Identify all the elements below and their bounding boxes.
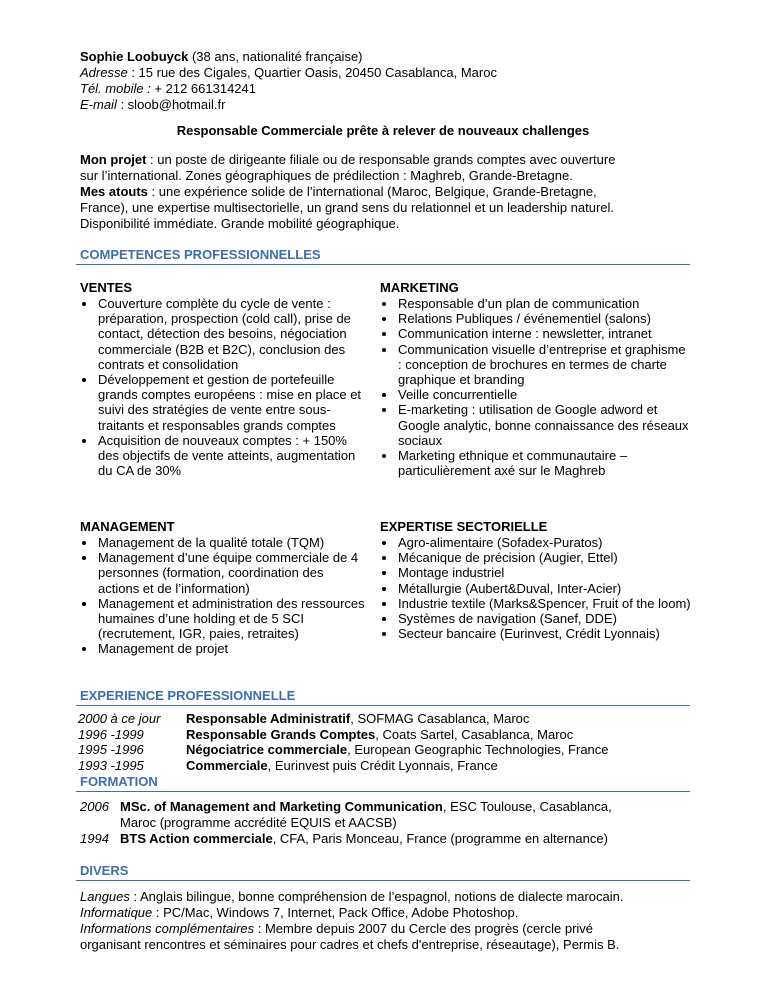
section-divider xyxy=(76,264,690,265)
atouts-label: Mes atouts xyxy=(80,184,148,199)
list-item: Acquisition de nouveaux comptes : + 150% des objectifs de vente atteints, augmentation du CA de 30% xyxy=(80,433,365,479)
formation-detail: , CFA, Paris Monceau, France (programme en alternance) xyxy=(272,831,608,846)
phone-label: Tél. mobile : xyxy=(80,81,151,96)
experience-date: 1995 -1996 xyxy=(78,742,144,757)
list-item: Management de la qualité totale (TQM) xyxy=(80,535,365,550)
formation-year: 2006 xyxy=(80,799,109,814)
formation-row xyxy=(80,831,612,847)
list-item: Communication interne : newsletter, intranet xyxy=(380,326,692,341)
phone-value: + 212 661314241 xyxy=(150,81,256,96)
projet-text-1: : un poste de dirigeante filiale ou de responsable grands comptes avec ouverture xyxy=(146,152,616,167)
experience-detail: , European Geographic Technologies, France xyxy=(347,742,609,757)
experience-detail: , Eurinvest puis Crédit Lyonnais, France xyxy=(267,757,498,773)
marketing-column xyxy=(380,280,692,478)
ventes-column xyxy=(80,280,365,478)
experience-role: Négociatrice commerciale xyxy=(186,742,348,757)
address-label: Adresse xyxy=(80,65,128,80)
section-title-formation: FORMATION xyxy=(80,774,158,789)
list-item: Management d’une équipe commerciale de 4 personnes (formation, coordination des actions et de l’information) xyxy=(80,550,365,596)
section-title-experience: EXPERIENCE PROFESSIONNELLE xyxy=(80,688,296,703)
formation-list xyxy=(80,799,612,847)
atouts-text-1: : une expérience solide de l’international (Maroc, Belgique, Grande-Bretagne, xyxy=(147,184,597,199)
management-title: MANAGEMENT xyxy=(80,519,175,534)
section-divider xyxy=(76,791,690,792)
list-item: Montage industriel xyxy=(380,565,692,580)
langues-label: Langues xyxy=(80,889,130,904)
experience-list xyxy=(78,711,609,773)
email-value: : sloob@hotmail.fr xyxy=(116,97,226,112)
experience-role: Commerciale xyxy=(186,757,268,773)
person-info: (38 ans, nationalité française) xyxy=(188,49,363,64)
list-item: Relations Publiques / événementiel (salons) xyxy=(380,311,692,326)
list-item: Management et administration des ressources humaines d’une holding et de 5 SCI (recrutement, IGR, paies, retraites) xyxy=(80,596,365,642)
formation-detail: , ESC Toulouse, Casablanca, xyxy=(442,799,612,814)
informatique-text: : PC/Mac, Windows 7, Internet, Pack Office, Adobe Photoshop. xyxy=(152,905,519,920)
list-item: E-marketing : utilisation de Google adword et Google analytic, bonne connaissance des réseaux sociaux xyxy=(380,402,692,448)
contact-block xyxy=(80,49,497,113)
complementaires-text-1: : Membre depuis 2007 du Cercle des progrès (cercle privé xyxy=(254,921,594,936)
experience-date: 1996 -1999 xyxy=(78,726,144,742)
address-value: : 15 rue des Cigales, Quartier Oasis, 20450 Casablanca, Maroc xyxy=(127,65,497,80)
list-item: Métallurgie (Aubert&Duval, Inter-Acier) xyxy=(380,581,692,596)
formation-detail-cont: Maroc (programme accrédité EQUIS et AACSB) xyxy=(120,815,397,830)
ventes-title: VENTES xyxy=(80,280,133,295)
formation-degree: MSc. of Management and Marketing Communication xyxy=(120,799,443,814)
list-item: Couverture complète du cycle de vente : préparation, prospection (cold call), prise de contact, détection des besoins, négociation commerciale (B2B et B2C), conclusion des contrats et consolidation xyxy=(80,296,365,372)
informatique-label: Informatique xyxy=(80,905,153,920)
complementaires-text-2: organisant rencontres et séminaires pour cadres et chefs d'entreprise, réseautage), Permis B. xyxy=(80,937,620,952)
list-item: Agro-alimentaire (Sofadex-Puratos) xyxy=(380,535,692,550)
experience-date: 2000 à ce jour xyxy=(78,711,161,726)
expertise-title: EXPERTISE SECTORIELLE xyxy=(380,519,548,534)
section-divider xyxy=(76,705,690,706)
projet-label: Mon projet xyxy=(80,152,147,167)
experience-date: 1993 -1995 xyxy=(78,757,144,773)
list-item: Veille concurrentielle xyxy=(380,387,692,402)
management-column xyxy=(80,519,365,657)
section-title-divers: DIVERS xyxy=(80,863,129,878)
email-label: E-mail xyxy=(80,97,117,112)
section-divider xyxy=(76,880,690,881)
formation-degree: BTS Action commerciale xyxy=(120,831,273,846)
formation-row xyxy=(80,799,612,815)
experience-role: Responsable Grands Comptes xyxy=(186,726,376,742)
list-item: Industrie textile (Marks&Spencer, Fruit of the loom) xyxy=(380,596,692,611)
list-item: Développement et gestion de portefeuille grands comptes européens : mise en place et suivi des stratégies de vente entre sous-traitants et responsables grands comptes xyxy=(80,372,365,433)
projet-text-2: sur l’international. Zones géographiques de prédilection : Maghreb, Grande-Bretagne. xyxy=(80,168,573,183)
experience-row xyxy=(78,758,609,774)
expertise-column xyxy=(380,519,692,641)
experience-row xyxy=(78,727,609,743)
headline: Responsable Commerciale prête à relever de nouveaux challenges xyxy=(176,123,590,138)
experience-detail: , Coats Sartel, Casablanca, Maroc xyxy=(375,726,574,742)
list-item: Responsable d’un plan de communication xyxy=(380,296,692,311)
list-item: Systèmes de navigation (Sanef, DDE) xyxy=(380,611,692,626)
formation-year: 1994 xyxy=(80,831,109,846)
divers-block xyxy=(80,889,624,953)
section-title-competences: COMPETENCES PROFESSIONNELLES xyxy=(80,247,321,262)
intro-block xyxy=(80,152,615,232)
list-item: Communication visuelle d’entreprise et graphisme : conception de brochures en termes de charte graphique et branding xyxy=(380,342,692,388)
list-item: Mécanique de précision (Augier, Ettel) xyxy=(380,550,692,565)
list-item: Marketing ethnique et communautaire – particulièrement axé sur le Maghreb xyxy=(380,448,692,478)
marketing-title: MARKETING xyxy=(380,280,459,295)
complementaires-label: Informations complémentaires xyxy=(80,921,255,936)
atouts-text-2: France), une expertise multisectorielle, un grand sens du relationnel et un leadership naturel. xyxy=(80,200,615,215)
atouts-text-3: Disponibilité immédiate. Grande mobilité géographique. xyxy=(80,216,400,231)
list-item: Management de projet xyxy=(80,641,365,656)
person-name: Sophie Loobuyck xyxy=(80,49,189,64)
langues-text: : Anglais bilingue, bonne compréhension de l’espagnol, notions de dialecte marocain. xyxy=(129,889,624,904)
experience-row xyxy=(78,711,609,727)
experience-detail: , SOFMAG Casablanca, Maroc xyxy=(350,711,530,726)
experience-row xyxy=(78,742,609,758)
experience-role: Responsable Administratif xyxy=(186,711,351,726)
list-item: Secteur bancaire (Eurinvest, Crédit Lyonnais) xyxy=(380,626,692,641)
